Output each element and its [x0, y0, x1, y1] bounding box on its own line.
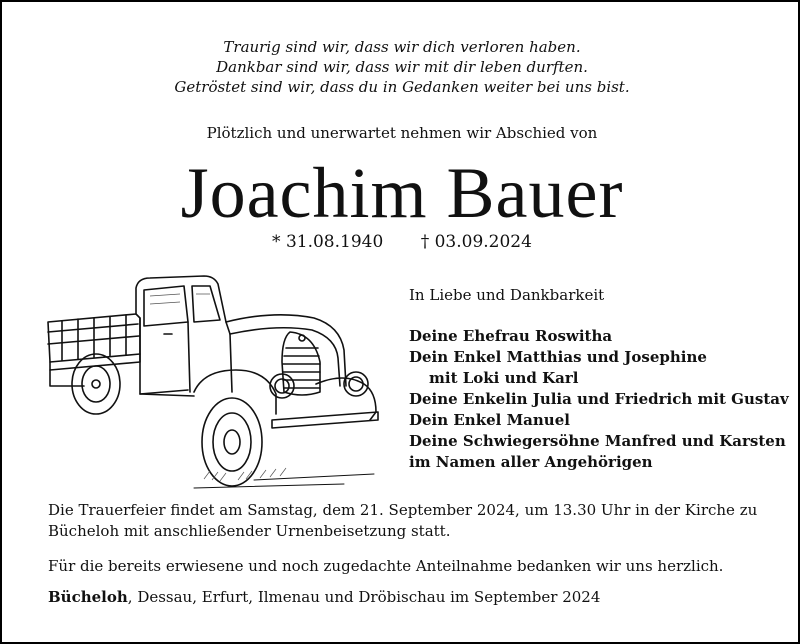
- place-town: Bücheloh: [48, 588, 128, 606]
- poem-line: Dankbar sind wir, dass wir mit dir leben durften.: [216, 58, 588, 76]
- place-rest: , Dessau, Erfurt, Ilmenau und Dröbischau im September 2024: [127, 588, 601, 606]
- family-member: Dein Enkel Matthias und Josephine: [409, 348, 707, 366]
- family-member: Dein Enkel Manuel: [409, 411, 570, 429]
- family-member: Deine Ehefrau Roswitha: [409, 327, 613, 345]
- truck-drawing-icon: [44, 274, 384, 496]
- deceased-name: Joachim Bauer: [180, 153, 624, 233]
- family-member: Deine Schwiegersöhne Manfred und Karsten: [409, 432, 786, 450]
- announcement-text: [48, 500, 768, 608]
- place-date-line: [48, 587, 768, 608]
- thanks-text: In Liebe und Dankbarkeit: [409, 286, 605, 304]
- poem: [2, 37, 800, 97]
- poem-line: Getröstet sind wir, dass du in Gedanken weiter bei uns bist.: [174, 78, 630, 96]
- poem-line: Traurig sind wir, dass wir dich verloren haben.: [223, 38, 581, 56]
- family-member: mit Loki und Karl: [429, 369, 579, 387]
- birth-date: * 31.08.1940: [272, 232, 384, 252]
- death-date: † 03.09.2024: [420, 232, 532, 252]
- funeral-info: [48, 500, 768, 542]
- gratitude-text: Für die bereits erwiesene und noch zugedachte Anteilnahme bedanken wir uns herzlich.: [48, 557, 724, 575]
- funeral-line: Bücheloh mit anschließender Urnenbeisetzung statt.: [48, 522, 451, 540]
- intro-text: Plötzlich und unerwartet nehmen wir Abschied von: [206, 124, 598, 142]
- family-member: im Namen aller Angehörigen: [409, 453, 653, 471]
- family-list: [409, 326, 789, 473]
- family-member: Deine Enkelin Julia und Friedrich mit Gustav: [409, 390, 789, 408]
- life-dates: [2, 232, 800, 252]
- funeral-line: Die Trauerfeier findet am Samstag, dem 21. September 2024, um 13.30 Uhr in der Kirche zu: [48, 501, 758, 519]
